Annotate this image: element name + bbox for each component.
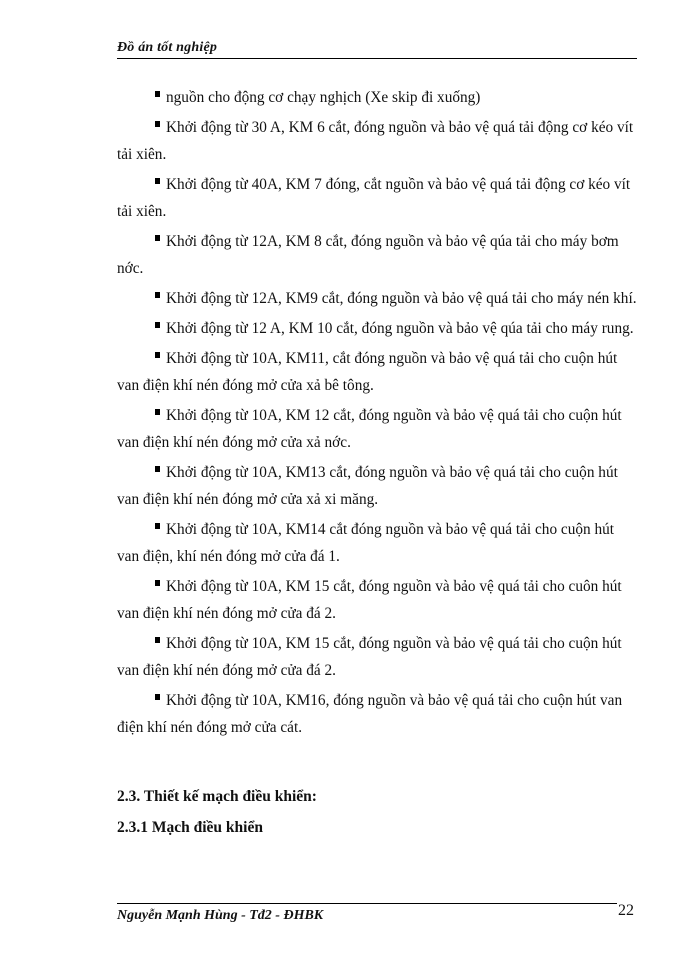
list-item-text: Khởi động từ 10A, KM 15 cắt, đóng nguồn và bảo vệ quá tải cho cuôn hút van điện khí nén đóng mở cửa đá 2. — [117, 578, 622, 622]
footer-author: Nguyễn Mạnh Hùng - Tđ2 - ĐHBK — [117, 908, 324, 923]
list-item-text: Khởi động từ 30 A, KM 6 cắt, đóng nguồn và bảo vệ quá tải động cơ kéo vít tải xiên. — [117, 119, 634, 163]
list-item-text: Khởi động từ 10A, KM11, cắt đóng nguồn và bảo vệ quá tải cho cuộn hút van điện khí nén đóng mở cửa xả bê tông. — [117, 350, 618, 394]
list-item — [117, 573, 637, 627]
list-item — [117, 402, 637, 456]
bullet-icon — [155, 580, 160, 586]
bullet-icon — [155, 466, 160, 472]
bullet-icon — [155, 322, 160, 328]
list-item — [117, 228, 637, 282]
page-header — [117, 40, 637, 59]
list-item-text: Khởi động từ 10A, KM 12 cắt, đóng nguồn và bảo vệ quá tải cho cuộn hút van điện khí nén đóng mở cửa xả nớc. — [117, 407, 622, 451]
footer-rule — [117, 903, 617, 904]
page-number: 22 — [618, 902, 634, 919]
bullet-icon — [155, 409, 160, 415]
list-item — [117, 630, 637, 684]
list-item — [117, 285, 637, 312]
list-item-text: nguồn cho động cơ chạy nghịch (Xe skip đi xuống) — [166, 89, 481, 106]
bullet-icon — [155, 292, 160, 298]
bullet-icon — [155, 637, 160, 643]
list-item — [117, 687, 637, 741]
bullet-icon — [155, 352, 160, 358]
list-item-text: Khởi động từ 12A, KM 8 cắt, đóng nguồn và bảo vệ qúa tải cho máy bơm nớc. — [117, 233, 619, 277]
list-item — [117, 516, 637, 570]
list-item — [117, 345, 637, 399]
bullet-list — [117, 84, 637, 744]
bullet-icon — [155, 178, 160, 184]
list-item-text: Khởi động từ 12 A, KM 10 cắt, đóng nguồn và bảo vệ qúa tải cho máy rung. — [166, 320, 634, 337]
list-item-text: Khởi động từ 40A, KM 7 đóng, cắt nguồn và bảo vệ quá tải động cơ kéo vít tải xiên. — [117, 176, 631, 220]
list-item-text: Khởi động từ 12A, KM9 cắt, đóng nguồn và bảo vệ quá tải cho máy nén khí. — [166, 290, 637, 307]
list-item — [117, 459, 637, 513]
subsection-heading: 2.3.1 Mạch điều khiển — [117, 819, 263, 836]
list-item — [117, 84, 637, 111]
list-item-text: Khởi động từ 10A, KM 15 cắt, đóng nguồn và bảo vệ quá tải cho cuộn hút van điện khí nén đóng mở cửa đá 2. — [117, 635, 622, 679]
bullet-icon — [155, 235, 160, 241]
bullet-icon — [155, 523, 160, 529]
header-title: Đồ án tốt nghiệp — [117, 40, 218, 55]
bullet-icon — [155, 694, 160, 700]
list-item-text: Khởi động từ 10A, KM16, đóng nguồn và bảo vệ quá tải cho cuộn hút van điện khí nén đóng mở cửa cát. — [117, 692, 623, 736]
list-item — [117, 114, 637, 168]
list-item — [117, 171, 637, 225]
section-heading: 2.3. Thiết kế mạch điều khiển: — [117, 788, 317, 805]
list-item-text: Khởi động từ 10A, KM13 cắt, đóng nguồn và bảo vệ quá tải cho cuộn hút van điện khí nén đóng mở cửa xả xi măng. — [117, 464, 618, 508]
list-item-text: Khởi động từ 10A, KM14 cắt đóng nguồn và bảo vệ quá tải cho cuộn hút van điện, khí nén đóng mở cửa đá 1. — [117, 521, 615, 565]
bullet-icon — [155, 91, 160, 97]
bullet-icon — [155, 121, 160, 127]
list-item — [117, 315, 637, 342]
